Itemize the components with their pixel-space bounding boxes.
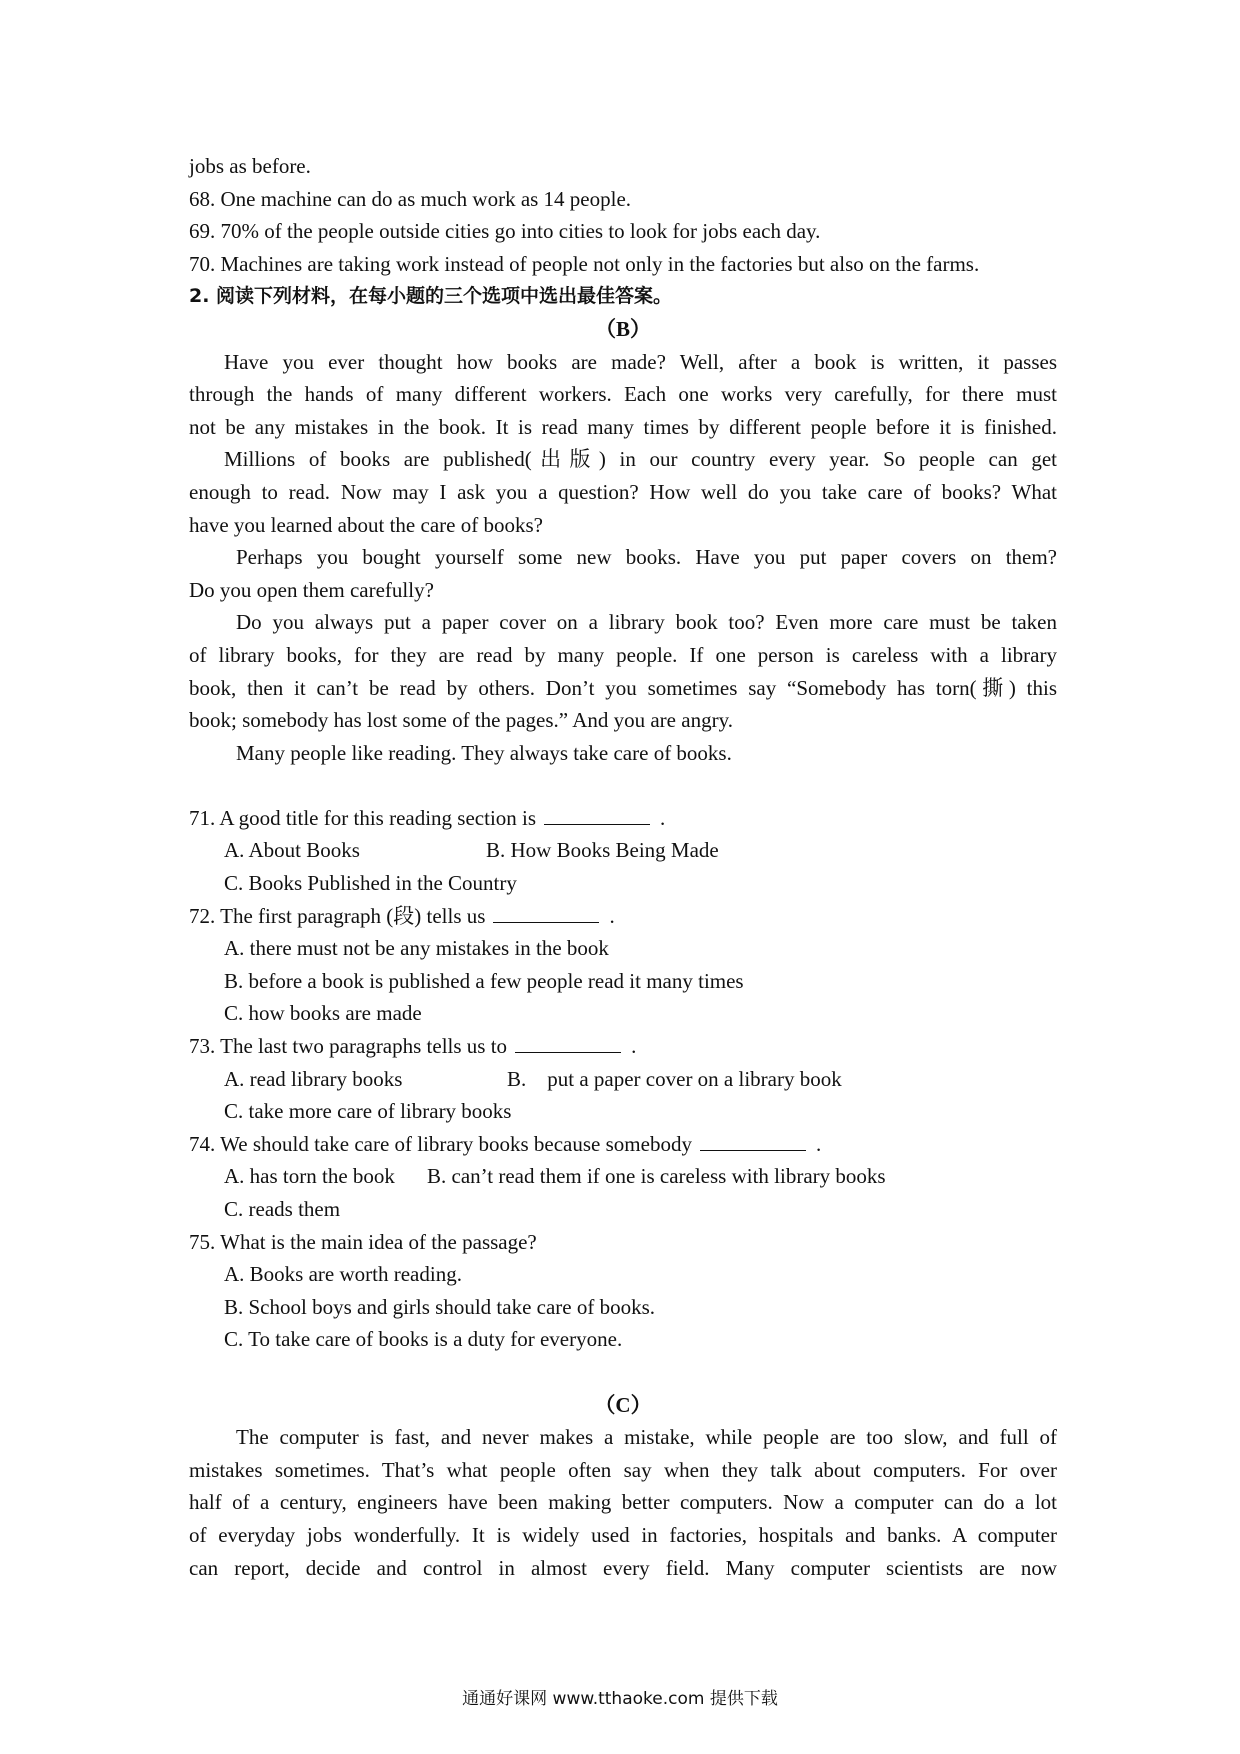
question-end: . xyxy=(815,1131,822,1156)
answer-blank xyxy=(515,1032,621,1053)
option-b: B. How Books Being Made xyxy=(486,838,719,863)
question-end: . xyxy=(609,903,615,928)
option-b: B. School boys and girls should take care of books. xyxy=(224,1294,656,1319)
passage-b-line: of library books, for they are read by many people. If one person is careless with a library xyxy=(189,642,1057,667)
statement-69: 69. 70% of the people outside cities go into cities to look for jobs each day. xyxy=(189,219,821,244)
question-74 xyxy=(189,1128,1057,1161)
passage-b-line: Perhaps you bought yourself some new books. Have you put paper covers on them? xyxy=(236,545,1057,570)
option-c: C. Books Published in the Country xyxy=(224,871,517,896)
question-end: . xyxy=(660,805,666,830)
option-a: A. Books are worth reading. xyxy=(224,1262,462,1287)
option-c: C. take more care of library books xyxy=(224,1099,512,1124)
passage-b-line: Have you ever thought how books are made? Well, after a book is written, it passes xyxy=(224,349,1057,374)
passage-c-line: The computer is fast, and never makes a mistake, while people are too slow, and full of xyxy=(236,1425,1057,1450)
passage-b-line: Millions of books are published(出版) in our country every year. So people can get xyxy=(224,447,1057,472)
passage-b-line: Do you open them carefully? xyxy=(189,577,434,602)
passage-c-line: half of a century, engineers have been making better computers. Now a computer can do a lot xyxy=(189,1490,1057,1515)
question-stem: 73. The last two paragraphs tells us to xyxy=(189,1034,508,1059)
answer-blank xyxy=(700,1130,806,1151)
passage-b-line: through the hands of many different workers. Each one works very carefully, for there must xyxy=(189,382,1057,407)
question-72 xyxy=(189,900,1057,933)
question-71 xyxy=(189,802,1057,835)
question-stem: 71. A good title for this reading section is xyxy=(189,805,537,830)
passage-b-line: Do you always put a paper cover on a library book too? Even more care must be taken xyxy=(236,610,1057,635)
question-73 xyxy=(189,1030,1057,1063)
answer-blank xyxy=(544,804,650,825)
option-c: C. To take care of books is a duty for everyone. xyxy=(224,1327,623,1352)
answer-blank xyxy=(493,902,599,923)
option-a: A. read library books xyxy=(224,1066,403,1091)
option-a: A. has torn the book xyxy=(224,1164,395,1189)
passage-c-label: （C） xyxy=(594,1392,652,1417)
section-heading: 2. 阅读下列材料，在每小题的三个选项中选出最佳答案。 xyxy=(189,285,673,308)
option-c: C. reads them xyxy=(224,1197,341,1221)
options-row xyxy=(189,834,1057,867)
passage-b-line: book, then it can’t be read by others. Don’t you sometimes say “Somebody has torn(撕) this xyxy=(189,675,1057,700)
option-b: B. can’t read them if one is careless with library books xyxy=(427,1164,886,1189)
question-stem: 72. The first paragraph (段) tells us xyxy=(189,903,486,928)
options-row xyxy=(189,1160,1057,1193)
question-75: 75. What is the main idea of the passage? xyxy=(189,1229,537,1254)
option-b: B. before a book is published a few people read it many times xyxy=(224,968,744,993)
passage-c-line: mistakes sometimes. That’s what people often say when they talk about computers. For over xyxy=(189,1457,1057,1482)
passage-c-line: can report, decide and control in almost every field. Many computer scientists are now xyxy=(189,1555,1057,1580)
option-a: A. there must not be any mistakes in the book xyxy=(224,936,609,961)
passage-b-line: enough to read. Now may I ask you a question? How well do you take care of books? What xyxy=(189,479,1057,504)
text-line: jobs as before. xyxy=(189,154,311,178)
question-stem: 74. We should take care of library books because somebody xyxy=(189,1131,692,1156)
option-c: C. how books are made xyxy=(224,1001,422,1026)
question-end: . xyxy=(631,1034,637,1059)
page-footer: 通通好课网 www.tthaoke.com 提供下载 xyxy=(462,1689,778,1709)
passage-b-line: have you learned about the care of books? xyxy=(189,512,543,537)
passage-c-line: of everyday jobs wonderfully. It is widely used in factories, hospitals and banks. A computer xyxy=(189,1522,1057,1547)
passage-b-line: Many people like reading. They always take care of books. xyxy=(236,740,732,765)
passage-b-line: not be any mistakes in the book. It is read many times by different people before it is finished. xyxy=(189,414,1057,439)
statement-70: 70. Machines are taking work instead of people not only in the factories but also on the farms. xyxy=(189,251,980,276)
option-b: B. put a paper cover on a library book xyxy=(507,1066,842,1091)
options-row xyxy=(189,1063,1057,1096)
document-page xyxy=(189,150,1057,1584)
statement-68: 68. One machine can do as much work as 14 people. xyxy=(189,186,632,211)
passage-b-label: （B） xyxy=(594,316,651,341)
option-a: A. About Books xyxy=(224,838,360,863)
passage-b-line: book; somebody has lost some of the pages.” And you are angry. xyxy=(189,708,733,733)
